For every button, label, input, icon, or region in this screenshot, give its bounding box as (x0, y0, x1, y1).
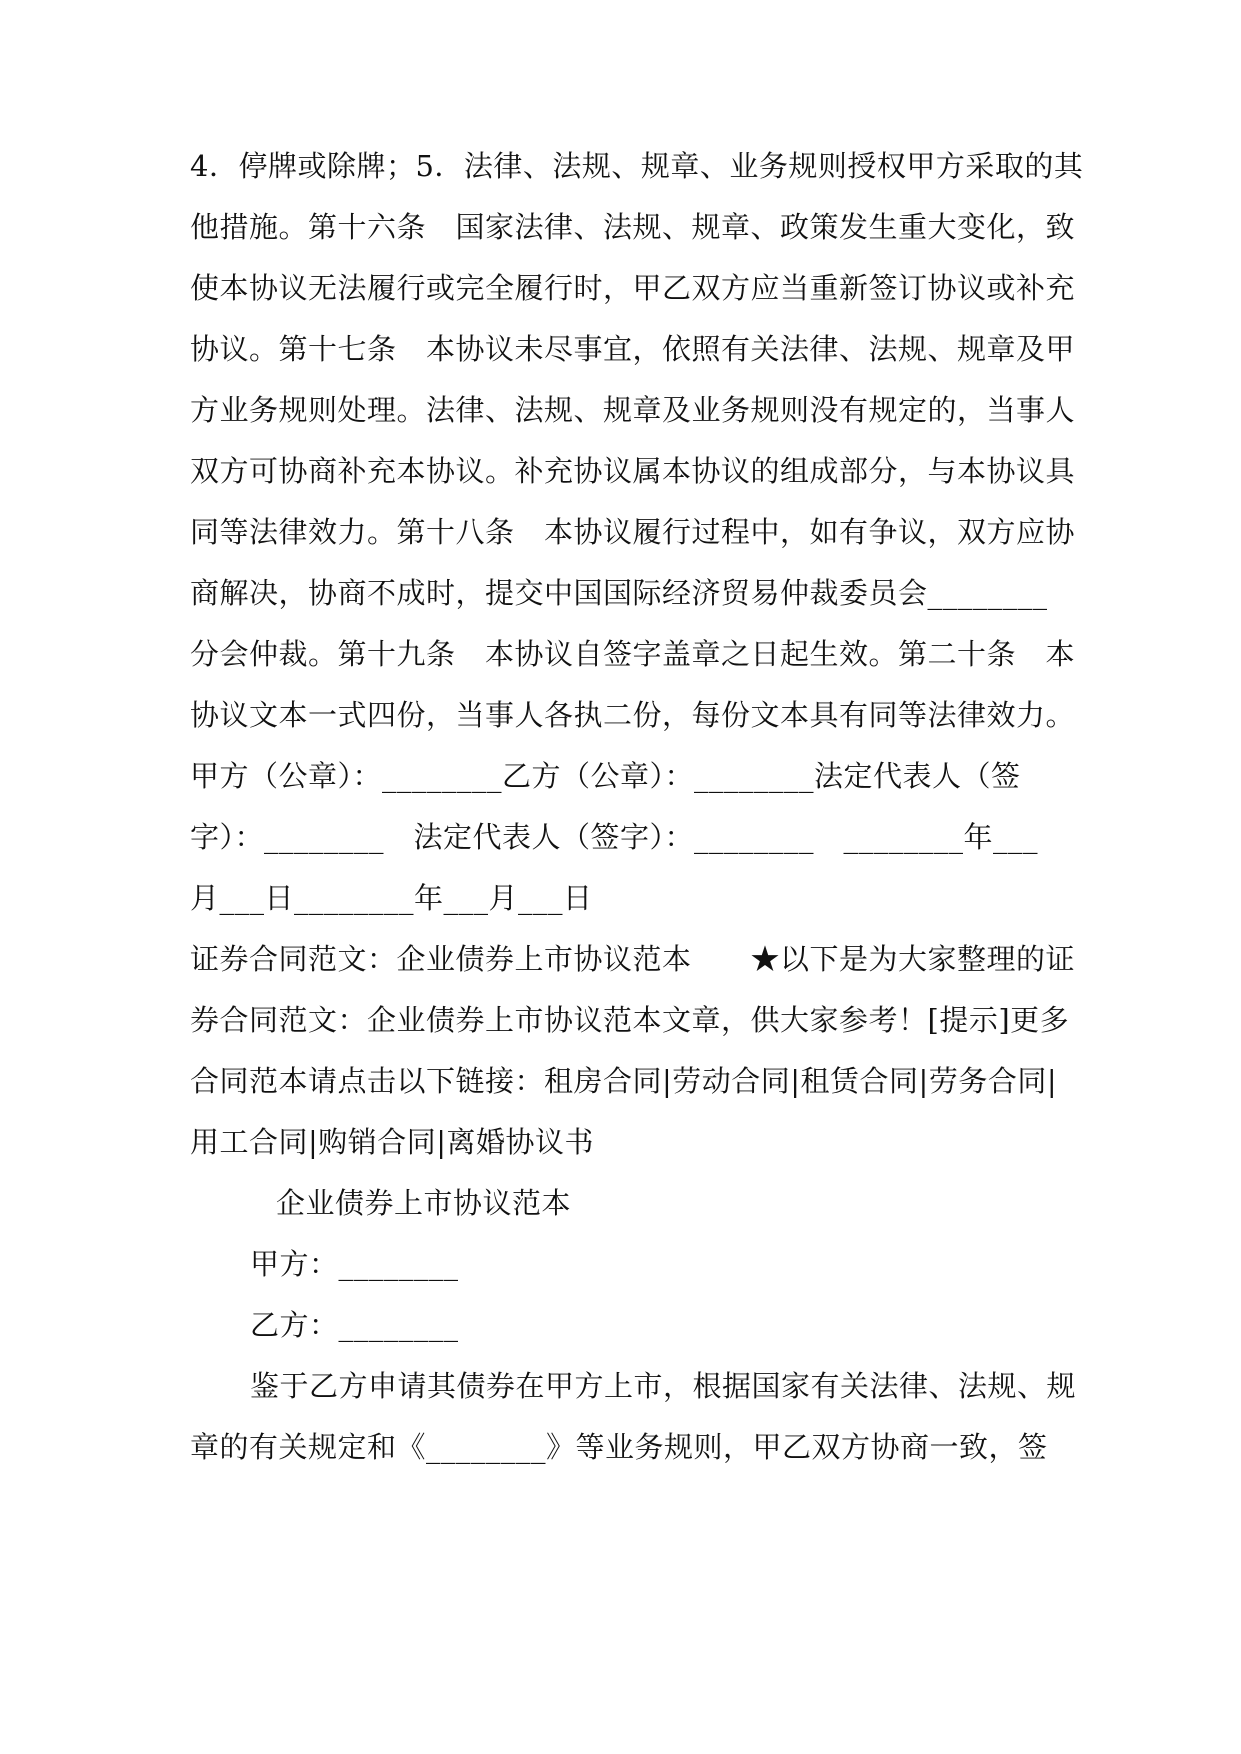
link-list-line: 用工合同|购销合同|离婚协议书 (190, 1125, 595, 1159)
body-paragraph-line: 鉴于乙方申请其债券在甲方上市，根据国家有关法律、法规、规 (250, 1369, 1077, 1403)
text-line: 协议。第十七条 本协议未尽事宜，依照有关法律、法规、规章及甲 (190, 332, 1076, 366)
text-line: 使本协议无法履行或完全履行时，甲乙双方应当重新签订协议或补充 (190, 271, 1076, 305)
signature-line: 字）：________ 法定代表人（签字）：________ ________年___ (190, 820, 1039, 854)
text-line: 证券合同范文：企业债券上市协议范本 ★以下是为大家整理的证 (190, 942, 1076, 976)
text-line: 双方可协商补充本协议。补充协议属本协议的组成部分，与本协议具 (190, 454, 1076, 488)
party-b-field: 乙方：________ (250, 1308, 459, 1342)
text-line: 同等法律效力。第十八条 本协议履行过程中，如有争议，双方应协 (190, 515, 1076, 549)
text-line: 他措施。第十六条 国家法律、法规、规章、政策发生重大变化，致 (190, 210, 1076, 244)
body-paragraph-line: 章的有关规定和《________》等业务规则，甲乙双方协商一致，签 (190, 1430, 1048, 1464)
text-line: 分会仲裁。第十九条 本协议自签字盖章之日起生效。第二十条 本 (190, 637, 1076, 671)
signature-line: 甲方（公章）：________乙方（公章）：________法定代表人（签 (190, 759, 1021, 793)
document-title: 企业债券上市协议范本 (276, 1186, 572, 1220)
text-line: 商解决，协商不成时，提交中国国际经济贸易仲裁委员会________ (190, 576, 1048, 610)
link-list-line: 合同范本请点击以下链接：租房合同|劳动合同|租赁合同|劳务合同| (190, 1064, 1058, 1098)
text-line: 券合同范文：企业债券上市协议范本文章，供大家参考！[提示]更多 (190, 1003, 1070, 1037)
text-line: 协议文本一式四份，当事人各执二份，每份文本具有同等法律效力。 (190, 698, 1076, 732)
text-line: 4．停牌或除牌；5．法律、法规、规章、业务规则授权甲方采取的其 (190, 149, 1084, 183)
party-a-field: 甲方：________ (250, 1247, 459, 1281)
text-line: 方业务规则处理。法律、法规、规章及业务规则没有规定的，当事人 (190, 393, 1076, 427)
date-line: 月___日________年___月___日 (190, 881, 593, 915)
